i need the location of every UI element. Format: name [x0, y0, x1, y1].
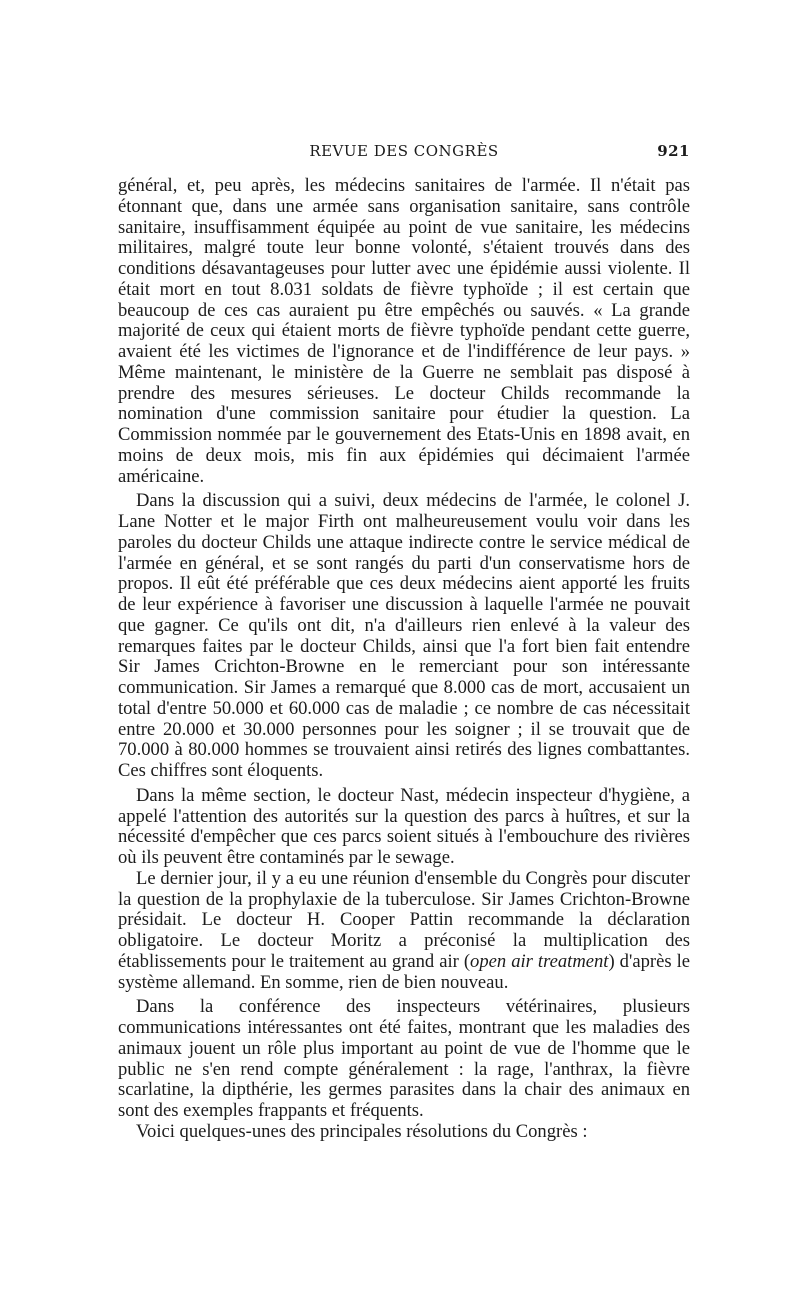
- paragraph-6: Voici quelques-unes des principales résolutions du Congrès :: [136, 1120, 588, 1142]
- paragraph-4-text-end: ) d'après le système allemand. En somme, rien de bien nouveau.: [118, 950, 690, 993]
- page-number: 921: [657, 142, 690, 160]
- paragraph-2: Dans la discussion qui a suivi, deux médecins de l'armée, le colonel J. Lane Notter et le major Firth ont malheureusement voulu voir dans les paroles du docteur Childs une attaque indirecte contre le service médical de l'armée en général, et se sont rangés du parti d'un conservatisme hors de propos. Il eût été préférable que ces deux médecins aient apporté les fruits de leur expérience à favoriser une discussion à laquelle l'armée ne pouvait que gagner. Ce qu'ils ont dit, n'a d'ailleurs rien enlevé à la valeur des remarques faites par le docteur Childs, ainsi que l'a fort bien fait entendre Sir James Crichton-Browne en le remerciant pour son intéressante communication. Sir James a remarqué que 8.000 cas de mort, accusaient un total d'entre 50.000 et 60.000 cas de maladie ; ce nombre de cas nécessitait entre 20.000 et 30.000 personnes pour les soigner ; il se trouvait que de 70.000 à 80.000 hommes se trouvaient ainsi retirés des lignes combattantes. Ces chiffres sont éloquents.: [118, 490, 690, 781]
- document-page: [118, 142, 690, 1143]
- paragraph-1: général, et, peu après, les médecins sanitaires de l'armée. Il n'était pas étonnant que, dans une armée sans organisation sanitaire, sans contrôle sanitaire, insuffisamment équipée au point de vue sanitaire, les médecins militaires, malgré toute leur bonne volonté, s'étaient trouvés dans des conditions désavantageuses pour lutter avec une épidémie aussi violente. Il était mort en tout 8.031 soldats de fièvre typhoïde ; il est certain que beaucoup de ces cas auraient pu être empêchés ou sauvés. « La grande majorité de ceux qui étaient morts de fièvre typhoïde pendant cette guerre, avaient été les victimes de l'ignorance et de l'indifférence de leur pays. » Même maintenant, le ministère de la Guerre ne semblait pas disposé à prendre des mesures sérieuses. Le docteur Childs recommande la nomination d'une commission sanitaire pour étudier la question. La Commission nommée par le gouvernement des Etats-Unis en 1898 avait, en moins de deux mois, mis fin aux épidémies qui décimaient l'armée américaine.: [118, 175, 690, 487]
- page-header: [118, 142, 690, 166]
- paragraph-4: [118, 869, 690, 994]
- paragraph-3: Dans la même section, le docteur Nast, médecin inspecteur d'hygiène, a appelé l'attention des autorités sur la question des parcs à huîtres, et sur la nécessité d'empêcher que ces parcs soient situés à l'embouchure des rivières où ils peuvent être contaminés par le sewage.: [118, 784, 690, 868]
- paragraph-4-italic-term: open air treatment: [470, 950, 609, 972]
- article-body: [118, 176, 690, 1143]
- paragraph-5: Dans la conférence des inspecteurs vétérinaires, plusieurs communications intéressantes ont été faites, montrant que les maladies des animaux jouent un rôle plus important au point de vue de l'homme que le public ne s'en rend compte généralement : la rage, l'anthrax, la fièvre scarlatine, la dipthérie, les germes parasites dans la chair des animaux en sont des exemples frappants et fréquents.: [118, 996, 690, 1121]
- paragraph-4-text-start: Le dernier jour, il y a eu une réunion d'ensemble du Congrès pour discuter la question de la prophylaxie de la tuberculose. Sir James Crichton-Browne présidait. Le docteur H. Cooper Pattin recommande la déclaration obligatoire. Le docteur Moritz a préconisé la multiplication des établissements pour le traitement au grand air (: [118, 867, 690, 972]
- running-title: REVUE DES CONGRÈS: [309, 142, 499, 160]
